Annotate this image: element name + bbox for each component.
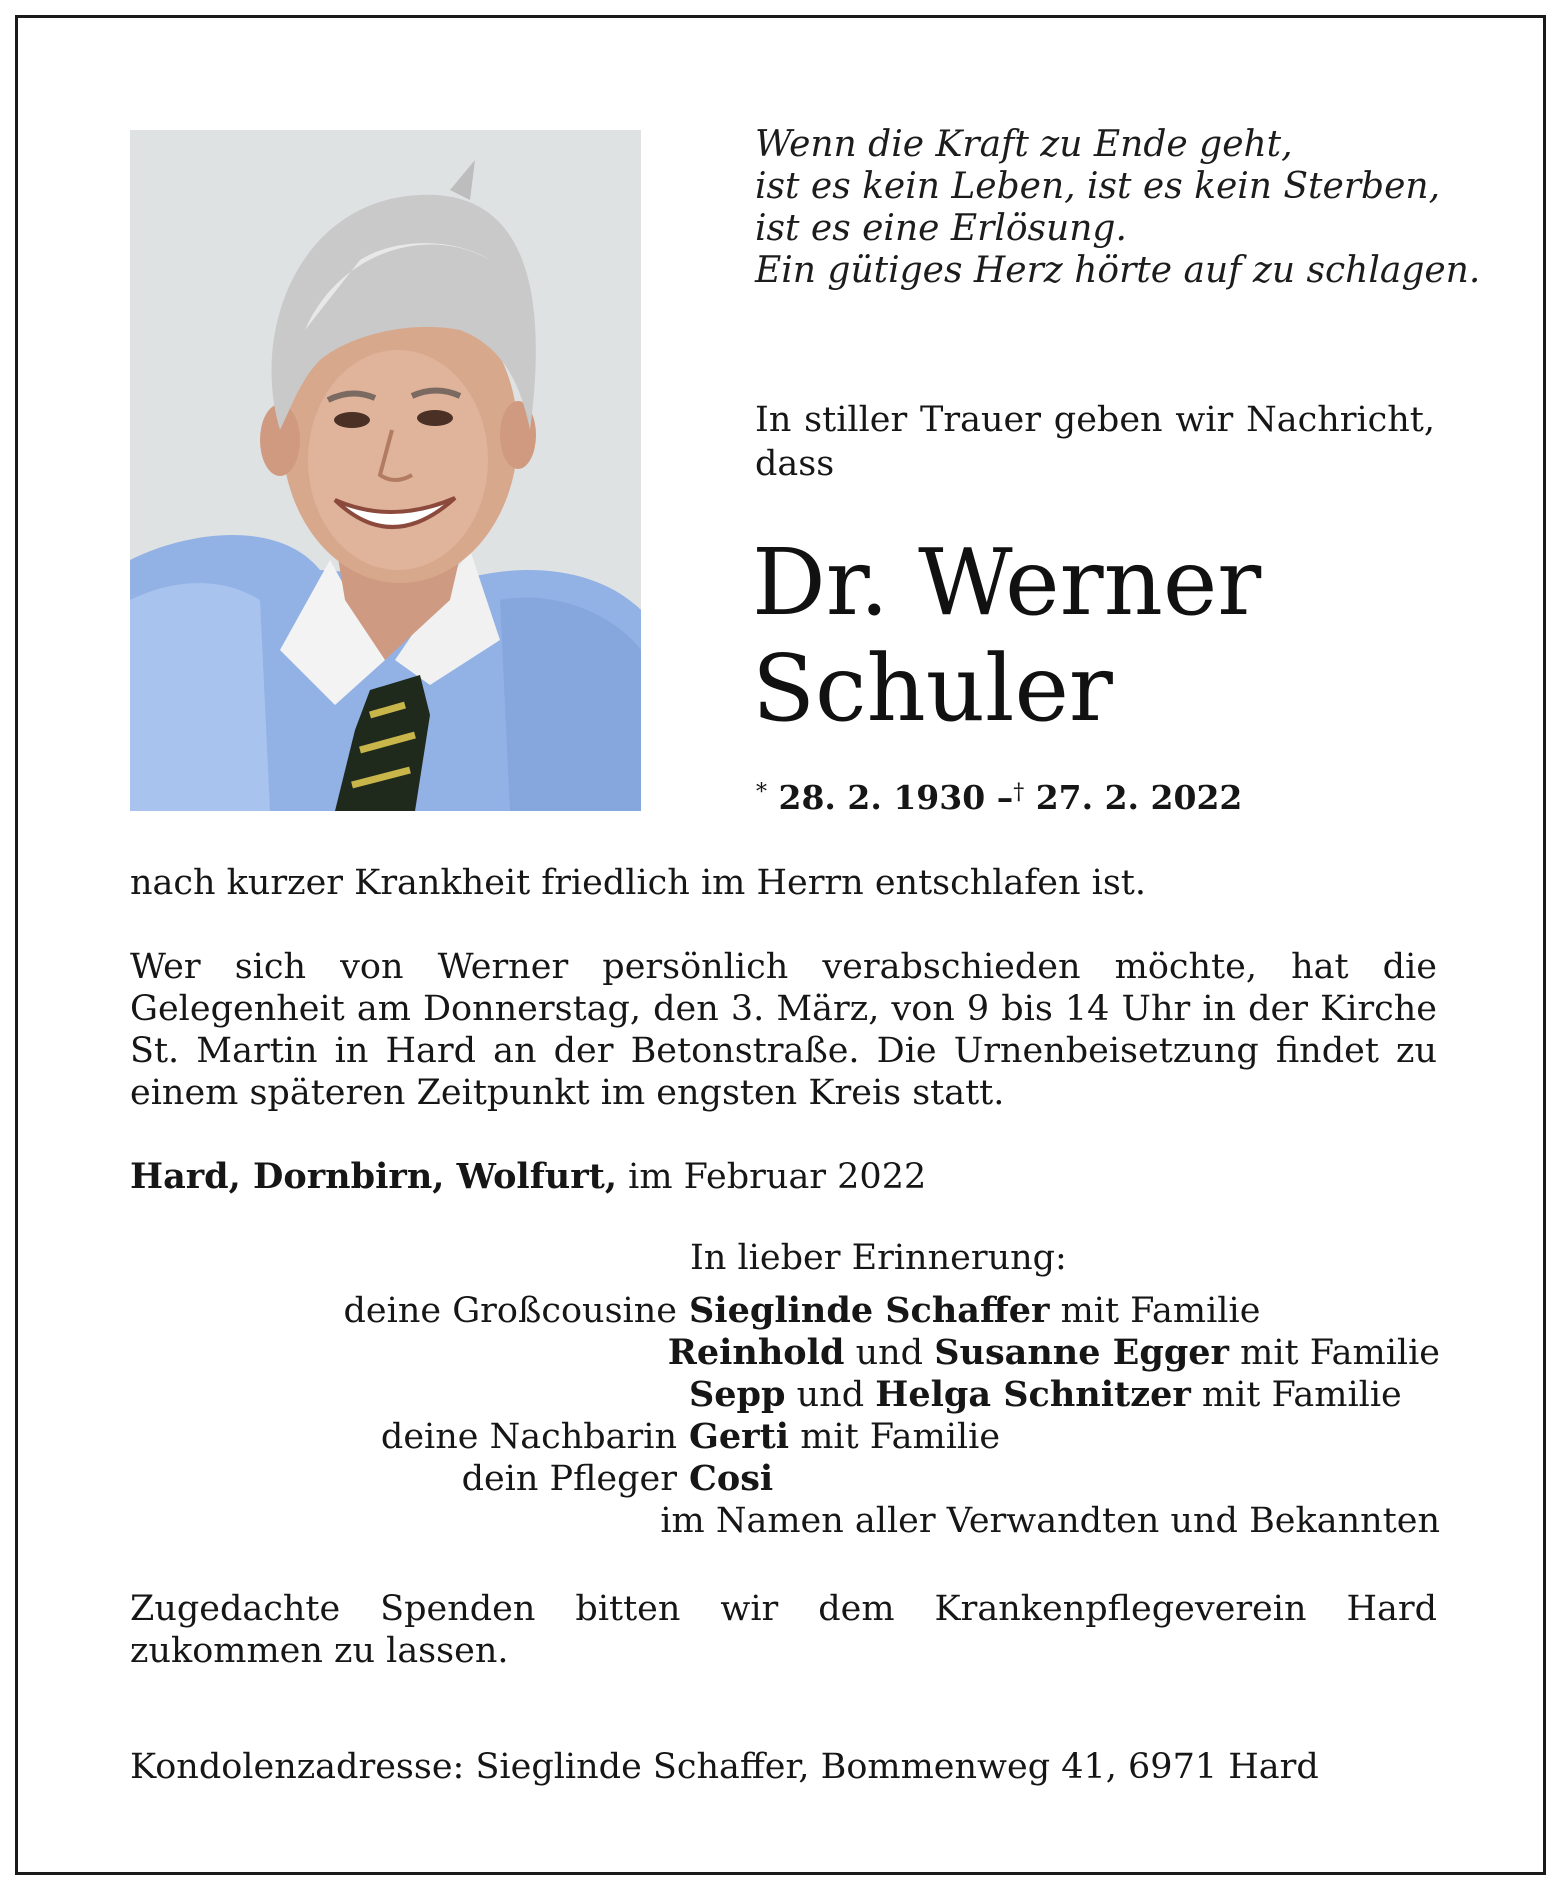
- mourner-row: [130, 1290, 1440, 1332]
- mourner-text: mit Familie: [1060, 1291, 1261, 1331]
- mourner-name: Susanne Egger: [934, 1332, 1230, 1373]
- mourner-text: und: [796, 1375, 865, 1415]
- intro-text: In stiller Trauer geben wir Nachricht, dass: [755, 400, 1435, 484]
- mourner-text: im Namen aller Verwandten und Bekannten: [660, 1501, 1440, 1541]
- deceased-name: [752, 530, 1261, 742]
- death-symbol: †: [1013, 780, 1025, 805]
- poem-line: ist es eine Erlösung.: [755, 208, 1127, 249]
- place-date-line: [130, 1156, 926, 1197]
- passing-text: nach kurzer Krankheit friedlich im Herrn entschlafen ist.: [130, 863, 1146, 903]
- mourner-row: [130, 1500, 1440, 1542]
- mourner-row: [130, 1458, 1440, 1500]
- poem-line: ist es kein Leben, ist es kein Sterben,: [755, 166, 1441, 207]
- mourner-name: Cosi: [689, 1458, 774, 1499]
- poem-line: Wenn die Kraft zu Ende geht,: [755, 124, 1293, 165]
- donations-text: Zugedachte Spenden bitten wir dem Krankenpflegeverein Hard zukommen zu lassen.: [130, 1589, 1437, 1671]
- name-first-line: Dr. Werner: [752, 529, 1262, 636]
- death-date: 27. 2. 2022: [1035, 778, 1243, 817]
- birth-date: 28. 2. 1930: [778, 778, 986, 817]
- mourner-name: Sieglinde Schaffer: [689, 1290, 1050, 1331]
- name-second-line: Schuler: [752, 635, 1113, 742]
- memorial-poem: [755, 124, 1480, 292]
- mourner-relation: [130, 1500, 660, 1542]
- mourner-row: [130, 1374, 1440, 1416]
- mourner-row: [130, 1332, 1440, 1374]
- mourners-list: [130, 1290, 1440, 1542]
- life-dates: [756, 778, 1242, 817]
- mourner-row: [130, 1416, 1440, 1458]
- mourner-relation: dein Pfleger: [461, 1459, 677, 1499]
- mourner-relation: [130, 1332, 668, 1374]
- portrait-photo: [130, 130, 641, 811]
- mourner-name: Gerti: [689, 1416, 790, 1457]
- mourner-text: mit Familie: [1201, 1375, 1402, 1415]
- mourner-relation: [130, 1374, 689, 1416]
- mourner-name: Helga Schnitzer: [875, 1374, 1191, 1415]
- mourner-relation: deine Nachbarin: [380, 1417, 677, 1457]
- mourner-name: Reinhold: [667, 1332, 845, 1373]
- condolence-address: Kondolenzadresse: Sieglinde Schaffer, Bommenweg 41, 6971 Hard: [130, 1747, 1319, 1787]
- mourner-relation: deine Großcousine: [343, 1291, 677, 1331]
- place-towns: Hard, Dornbirn, Wolfurt,: [130, 1156, 618, 1197]
- mourner-text: und: [855, 1333, 924, 1373]
- mourner-name: Sepp: [689, 1374, 786, 1415]
- birth-symbol: *: [756, 780, 767, 805]
- place-date: im Februar 2022: [628, 1157, 927, 1197]
- memory-heading: In lieber Erinnerung:: [690, 1238, 1067, 1278]
- mourner-text: mit Familie: [1240, 1333, 1440, 1373]
- mourner-text: mit Familie: [800, 1417, 1001, 1457]
- date-separator: –: [996, 778, 1014, 817]
- poem-line: Ein gütiges Herz hörte auf zu schlagen.: [755, 250, 1481, 291]
- farewell-text: Wer sich von Werner persönlich verabschieden möchte, hat die Gelegenheit am Donnerstag, den 3. März, von 9 bis 14 Uhr in der Kirche St. Martin in Hard an der Betonstraße. Die Urnenbeisetzung findet zu einem späteren Zeitpunkt im engsten Kreis statt.: [130, 947, 1437, 1113]
